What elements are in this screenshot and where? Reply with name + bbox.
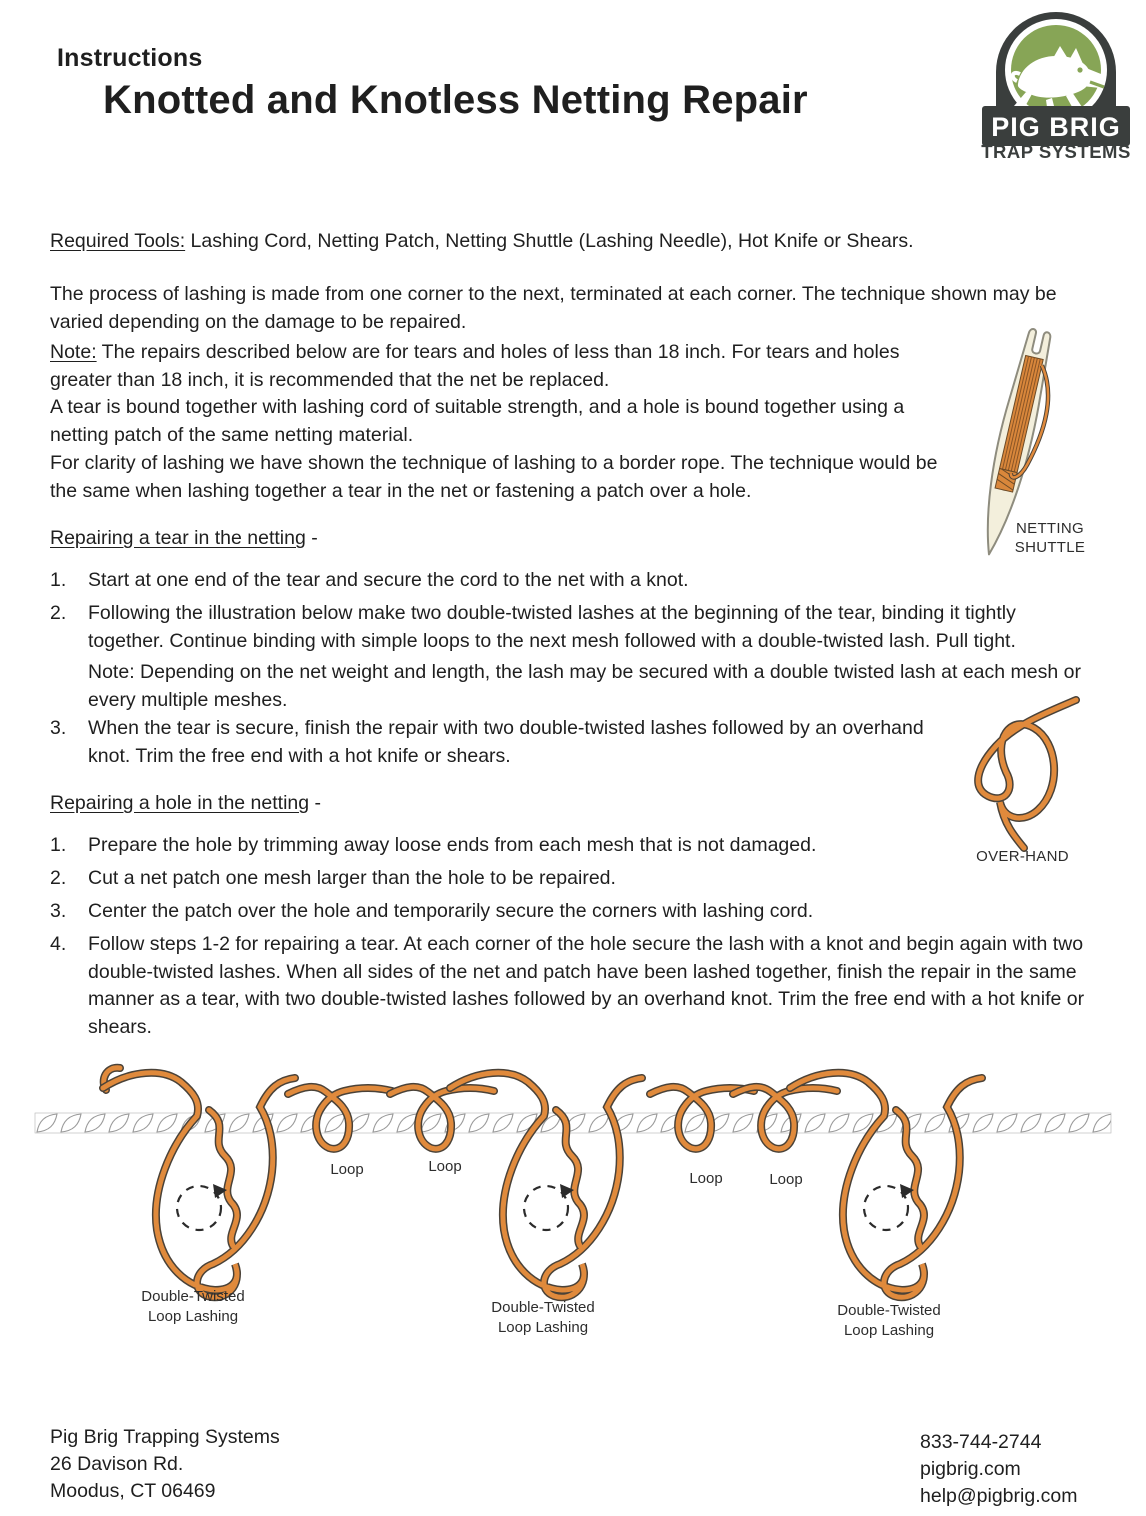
hole-item-2: [50, 865, 1096, 893]
hole-item-3-text: Center the patch over the hole and temporarily secure the corners with lashing cord.: [88, 900, 814, 922]
tear-item-2-number: 2.: [50, 602, 67, 624]
process-paragraph: The process of lashing is made from one corner to the next, terminated at each corner. The technique shown may be varied depending on the damage to be repaired.: [50, 283, 1057, 333]
hole-item-1-text: Prepare the hole by trimming away loose ends from each mesh that is not damaged.: [88, 834, 817, 856]
footer-address: [50, 1424, 280, 1505]
logo-tagline-text: TRAP SYSTEMS: [981, 141, 1131, 160]
loop-label-1: Loop: [330, 1161, 364, 1178]
tear-heading-suffix: -: [305, 527, 318, 549]
note-label: Note:: [50, 341, 97, 363]
hole-item-2-number: 2.: [50, 867, 67, 889]
tear-section-heading: [50, 525, 318, 553]
double-twisted-lashing-1: [103, 1073, 295, 1297]
note-text: The repairs described below are for tears and holes of less than 18 inch. For tears and holes greater than 18 inch, it is recommended that the net be replaced.: [50, 341, 900, 391]
tear-item-1: [50, 567, 1096, 595]
required-tools-text: Lashing Cord, Netting Patch, Netting Shuttle (Lashing Needle), Hot Knife or Shears.: [185, 230, 914, 252]
required-tools-label: Required Tools:: [50, 230, 186, 252]
page-eyebrow: Instructions: [57, 44, 203, 72]
hole-item-3-number: 3.: [50, 900, 67, 922]
footer-address-line1: 26 Davison Rd.: [50, 1453, 184, 1475]
clarity-paragraph: For clarity of lashing we have shown the technique of lashing to a border rope. The technique would be the same when lashing together a tear in the net or fastening a patch over a hole.: [50, 452, 938, 502]
tear-item-3-text: When the tear is secure, finish the repair with two double-twisted lashes followed by an overhand knot. Trim the free end with a hot knife or shears.: [88, 717, 924, 767]
loop-label-3: Loop: [689, 1170, 723, 1187]
tear-note: Note: Depending on the net weight and length, the lash may be secured with a double twisted lash at each mesh or every multiple meshes.: [88, 661, 1081, 711]
tear-item-3: [50, 715, 970, 770]
hole-item-1-number: 1.: [50, 834, 67, 856]
tear-heading-text: Repairing a tear in the netting: [50, 527, 306, 549]
lashing-label-3: [804, 1301, 974, 1341]
lashing-label-1-line2: Loop Lashing: [147, 1308, 239, 1325]
footer-email: help@pigbrig.com: [920, 1485, 1078, 1507]
hole-item-2-text: Cut a net patch one mesh larger than the hole to be repaired.: [88, 867, 616, 889]
overhand-cord: [978, 700, 1076, 848]
footer-address-line2: Moodus, CT 06469: [50, 1480, 216, 1502]
footer-website: pigbrig.com: [920, 1458, 1021, 1480]
hole-heading-suffix: -: [309, 792, 322, 814]
hole-item-4-number: 4.: [50, 933, 67, 955]
double-twisted-lashing-3: [790, 1073, 982, 1297]
logo-brand-text: PIG BRIG: [991, 112, 1121, 142]
overhand-knot-illustration: [952, 694, 1102, 854]
lashing-label-1-line1: Double-Twisted: [141, 1288, 245, 1305]
tear-item-3-number: 3.: [50, 717, 67, 739]
pig-brig-logo: [980, 8, 1132, 160]
footer-phone: 833-744-2744: [920, 1431, 1042, 1453]
tear-item-1-number: 1.: [50, 569, 67, 591]
loop-label-4: Loop: [769, 1171, 803, 1188]
hole-item-3: [50, 898, 1096, 926]
shuttle-caption-line1: NETTING: [1016, 520, 1084, 537]
footer-company: Pig Brig Trapping Systems: [50, 1426, 280, 1448]
tear-item-2: [50, 600, 1096, 655]
double-twisted-lashing-2: [450, 1073, 642, 1297]
hole-item-4-text: Follow steps 1-2 for repairing a tear. At each corner of the hole secure the lash with a knot and begin again with two double-twisted lashes. When all sides of the net and patch have been lashed together, finish the repair in the same manner as a tear, with two double-twisted lashes followed by an overhand knot. Trim the free end with a hot knife or shears.: [88, 933, 1085, 1038]
tear-item-1-text: Start at one end of the tear and secure the cord to the net with a knot.: [88, 569, 689, 591]
shuttle-caption-line2: SHUTTLE: [1014, 539, 1086, 556]
lashing-label-2-line1: Double-Twisted: [491, 1299, 595, 1316]
hole-section-heading: [50, 790, 321, 818]
hole-item-1: [50, 832, 1096, 860]
hole-item-4: [50, 931, 1096, 1041]
lashing-label-2-line2: Loop Lashing: [497, 1319, 589, 1336]
lashing-label-3-line2: Loop Lashing: [843, 1322, 935, 1339]
page-title: Knotted and Knotless Netting Repair: [103, 78, 808, 122]
hole-heading-text: Repairing a hole in the netting: [50, 792, 310, 814]
shuttle-caption: [995, 519, 1105, 557]
overhand-caption: OVER-HAND: [976, 848, 1069, 865]
lashing-label-1: [108, 1287, 278, 1327]
lashing-label-2: [458, 1298, 628, 1338]
required-tools-paragraph: [50, 228, 1096, 256]
note-paragraph: [50, 339, 950, 394]
loop-label-2: Loop: [428, 1158, 462, 1175]
lashing-label-3-line1: Double-Twisted: [837, 1302, 941, 1319]
pig-eye: [1077, 67, 1082, 72]
tear-bound-paragraph: A tear is bound together with lashing cord of suitable strength, and a hole is bound together using a netting patch of the same netting material.: [50, 396, 905, 446]
tear-item-2-text: Following the illustration below make two double-twisted lashes at the beginning of the tear, binding it tightly together. Continue binding with simple loops to the next mesh followed with a double-twisted lash. Pull tight.: [88, 602, 1016, 652]
footer-contact: [920, 1429, 1077, 1510]
